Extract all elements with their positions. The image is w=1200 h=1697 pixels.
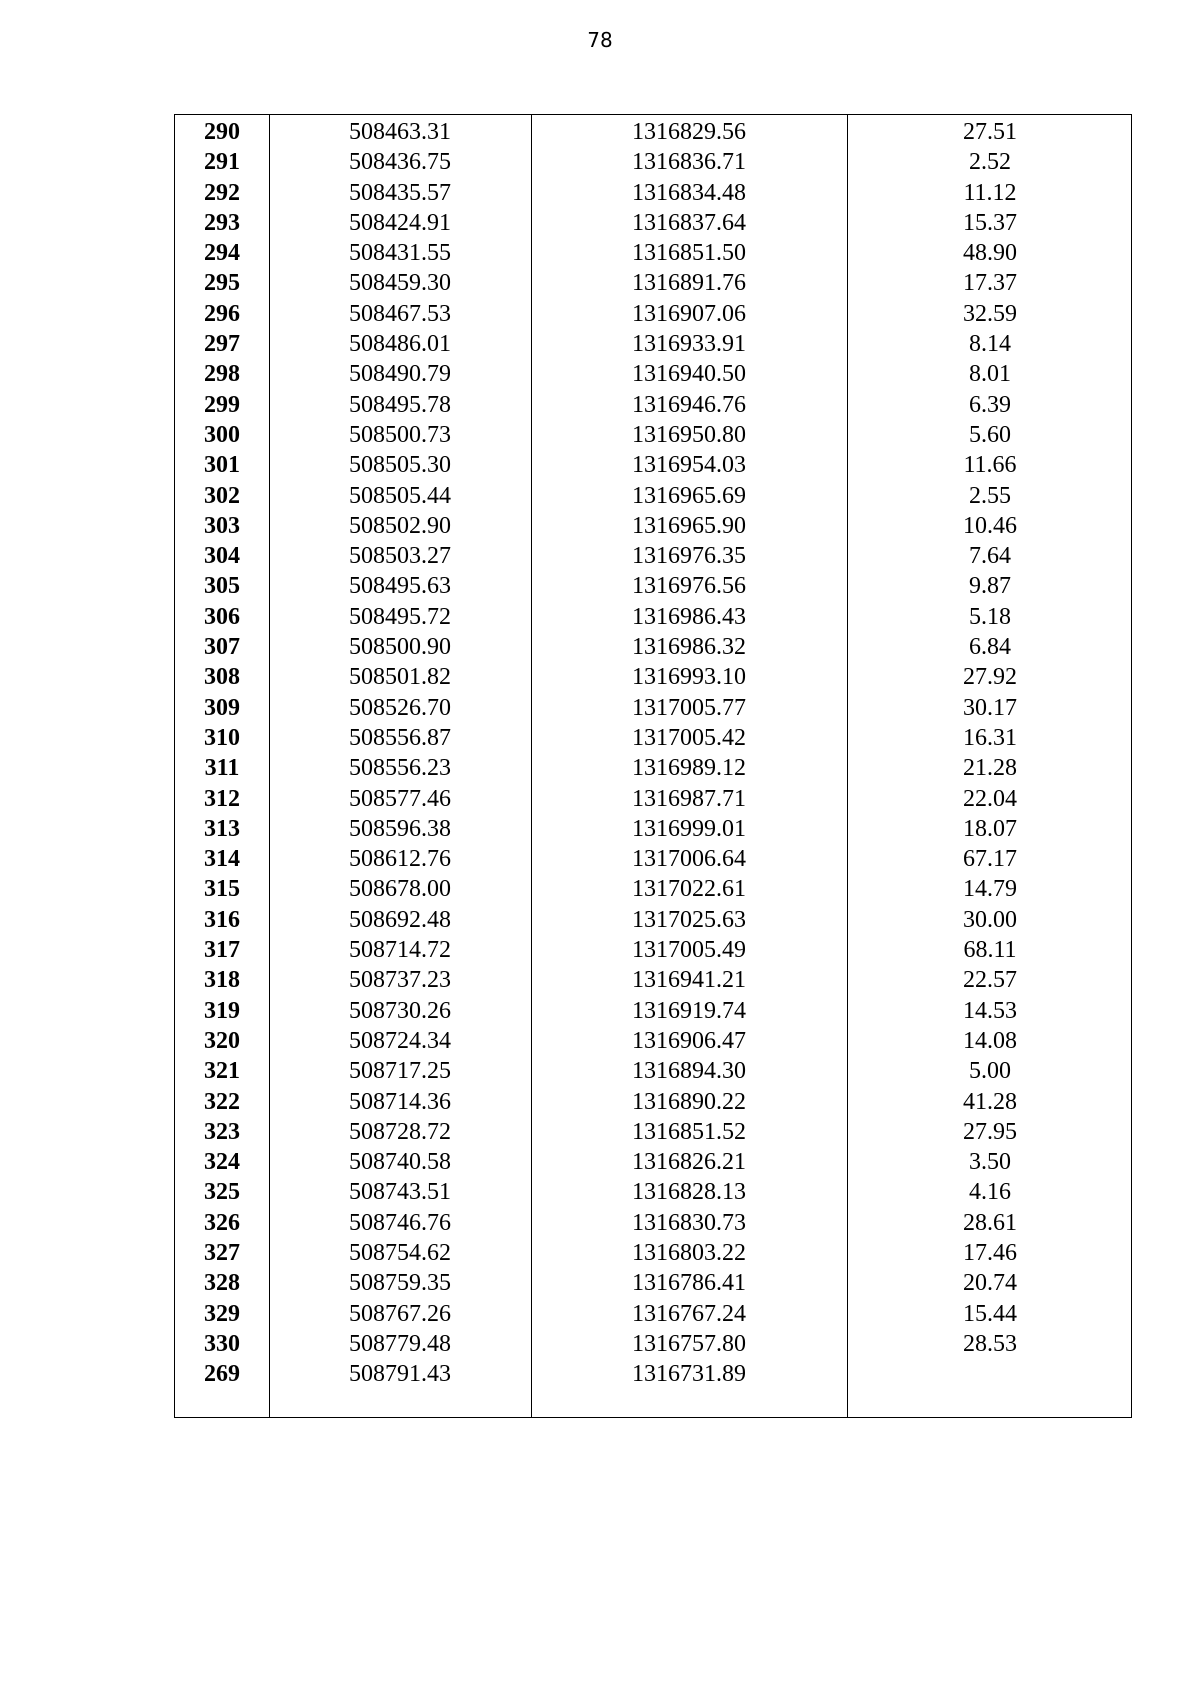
point-number-cell: 321 — [204, 1058, 240, 1085]
distance-cell: 20.74 — [963, 1270, 1017, 1297]
distance-cell: 32.59 — [963, 300, 1017, 327]
distance-cell: 17.37 — [963, 270, 1017, 297]
point-number-cell: 295 — [204, 270, 240, 297]
y-coordinate-cell: 1316976.56 — [632, 573, 746, 600]
table-row — [175, 541, 1131, 571]
x-coordinate-cell: 508791.43 — [349, 1361, 451, 1388]
point-number-cell: 307 — [204, 634, 240, 661]
point-number-cell: 311 — [204, 755, 240, 782]
point-number-cell: 305 — [204, 573, 240, 600]
point-number-cell: 318 — [204, 967, 240, 994]
distance-cell: 67.17 — [963, 846, 1017, 873]
x-coordinate-cell: 508495.78 — [349, 391, 451, 418]
point-number-cell: 315 — [204, 876, 240, 903]
distance-cell: 22.57 — [963, 967, 1017, 994]
x-coordinate-cell: 508500.90 — [349, 634, 451, 661]
table-row — [175, 329, 1131, 359]
x-coordinate-cell: 508501.82 — [349, 664, 451, 691]
y-coordinate-cell: 1317022.61 — [632, 876, 746, 903]
distance-cell: 8.01 — [969, 361, 1011, 388]
y-coordinate-cell: 1316989.12 — [632, 755, 746, 782]
distance-cell: 6.39 — [969, 391, 1011, 418]
y-coordinate-cell: 1316976.35 — [632, 543, 746, 570]
point-number-cell: 323 — [204, 1118, 240, 1145]
table-row — [175, 1056, 1131, 1086]
point-number-cell: 303 — [204, 512, 240, 539]
table-row — [175, 420, 1131, 450]
x-coordinate-cell: 508714.36 — [349, 1088, 451, 1115]
point-number-cell: 290 — [204, 119, 240, 145]
table-row — [175, 450, 1131, 480]
page-number: 78 — [587, 28, 613, 52]
x-coordinate-cell: 508431.55 — [349, 240, 451, 267]
x-coordinate-cell: 508678.00 — [349, 876, 451, 903]
x-coordinate-cell: 508526.70 — [349, 694, 451, 721]
point-number-cell: 319 — [204, 997, 240, 1024]
table-row — [175, 1299, 1131, 1329]
point-number-cell: 308 — [204, 664, 240, 691]
table-row — [175, 359, 1131, 389]
y-coordinate-cell: 1316767.24 — [632, 1300, 746, 1327]
table-row — [175, 996, 1131, 1026]
point-number-cell: 269 — [204, 1361, 240, 1388]
distance-cell: 2.55 — [969, 482, 1011, 509]
y-coordinate-cell: 1316894.30 — [632, 1058, 746, 1085]
x-coordinate-cell: 508692.48 — [349, 906, 451, 933]
distance-cell: 68.11 — [963, 937, 1017, 964]
x-coordinate-cell: 508486.01 — [349, 331, 451, 358]
y-coordinate-cell: 1316933.91 — [632, 331, 746, 358]
point-number-cell: 313 — [204, 815, 240, 842]
x-coordinate-cell: 508743.51 — [349, 1179, 451, 1206]
point-number-cell: 301 — [204, 452, 240, 479]
point-number-cell: 298 — [204, 361, 240, 388]
table-row — [175, 147, 1131, 177]
point-number-cell: 320 — [204, 1027, 240, 1054]
point-number-cell: 314 — [204, 846, 240, 873]
x-coordinate-cell: 508436.75 — [349, 149, 451, 176]
table-row — [175, 1177, 1131, 1207]
distance-cell: 17.46 — [963, 1239, 1017, 1266]
y-coordinate-cell: 1317005.49 — [632, 937, 746, 964]
y-coordinate-cell: 1316786.41 — [632, 1270, 746, 1297]
coordinates-table — [174, 114, 1132, 1418]
distance-cell: 5.18 — [969, 603, 1011, 630]
table-row — [175, 390, 1131, 420]
y-coordinate-cell: 1317005.77 — [632, 694, 746, 721]
table-row — [175, 1117, 1131, 1147]
distance-cell: 6.84 — [969, 634, 1011, 661]
point-number-cell: 316 — [204, 906, 240, 933]
point-number-cell: 329 — [204, 1300, 240, 1327]
distance-cell: 11.12 — [963, 179, 1017, 206]
x-coordinate-cell: 508503.27 — [349, 543, 451, 570]
point-number-cell: 297 — [204, 331, 240, 358]
distance-cell: 14.53 — [963, 997, 1017, 1024]
table-row — [175, 662, 1131, 692]
x-coordinate-cell: 508737.23 — [349, 967, 451, 994]
x-coordinate-cell: 508424.91 — [349, 209, 451, 236]
distance-cell: 27.51 — [963, 119, 1017, 145]
x-coordinate-cell: 508740.58 — [349, 1149, 451, 1176]
point-number-cell: 325 — [204, 1179, 240, 1206]
y-coordinate-cell: 1316940.50 — [632, 361, 746, 388]
x-coordinate-cell: 508596.38 — [349, 815, 451, 842]
distance-cell: 5.60 — [969, 421, 1011, 448]
x-coordinate-cell: 508746.76 — [349, 1209, 451, 1236]
x-coordinate-cell: 508728.72 — [349, 1118, 451, 1145]
point-number-cell: 312 — [204, 785, 240, 812]
x-coordinate-cell: 508556.87 — [349, 724, 451, 751]
distance-cell: 5.00 — [969, 1058, 1011, 1085]
y-coordinate-cell: 1316946.76 — [632, 391, 746, 418]
point-number-cell: 310 — [204, 724, 240, 751]
table-row — [175, 1238, 1131, 1268]
table-row — [175, 1087, 1131, 1117]
x-coordinate-cell: 508490.79 — [349, 361, 451, 388]
y-coordinate-cell: 1316837.64 — [632, 209, 746, 236]
distance-cell: 2.52 — [969, 149, 1011, 176]
distance-cell — [847, 1359, 1133, 1389]
point-number-cell: 327 — [204, 1239, 240, 1266]
point-number-cell: 306 — [204, 603, 240, 630]
x-coordinate-cell: 508730.26 — [349, 997, 451, 1024]
y-coordinate-cell: 1316987.71 — [632, 785, 746, 812]
y-coordinate-cell: 1316919.74 — [632, 997, 746, 1024]
y-coordinate-cell: 1316890.22 — [632, 1088, 746, 1115]
distance-cell: 21.28 — [963, 755, 1017, 782]
distance-cell: 10.46 — [963, 512, 1017, 539]
x-coordinate-cell: 508502.90 — [349, 512, 451, 539]
y-coordinate-cell: 1316834.48 — [632, 179, 746, 206]
distance-cell: 3.50 — [969, 1149, 1011, 1176]
y-coordinate-cell: 1316907.06 — [632, 300, 746, 327]
y-coordinate-cell: 1316829.56 — [632, 119, 746, 145]
distance-cell: 15.37 — [963, 209, 1017, 236]
distance-cell: 22.04 — [963, 785, 1017, 812]
y-coordinate-cell: 1316941.21 — [632, 967, 746, 994]
table-body — [175, 117, 1131, 1389]
x-coordinate-cell: 508500.73 — [349, 421, 451, 448]
table-row — [175, 208, 1131, 238]
distance-cell: 28.53 — [963, 1330, 1017, 1357]
y-coordinate-cell: 1316851.50 — [632, 240, 746, 267]
y-coordinate-cell: 1316836.71 — [632, 149, 746, 176]
x-coordinate-cell: 508463.31 — [349, 119, 451, 145]
y-coordinate-cell: 1316906.47 — [632, 1027, 746, 1054]
y-coordinate-cell: 1316954.03 — [632, 452, 746, 479]
y-coordinate-cell: 1316986.43 — [632, 603, 746, 630]
table-row — [175, 571, 1131, 601]
y-coordinate-cell: 1317006.64 — [632, 846, 746, 873]
y-coordinate-cell: 1316993.10 — [632, 664, 746, 691]
point-number-cell: 326 — [204, 1209, 240, 1236]
y-coordinate-cell: 1316965.90 — [632, 512, 746, 539]
point-number-cell: 300 — [204, 421, 240, 448]
table-row — [175, 1147, 1131, 1177]
distance-cell: 15.44 — [963, 1300, 1017, 1327]
point-number-cell: 317 — [204, 937, 240, 964]
table-row — [175, 844, 1131, 874]
x-coordinate-cell: 508767.26 — [349, 1300, 451, 1327]
table-row — [175, 1329, 1131, 1359]
table-row — [175, 268, 1131, 298]
distance-cell: 18.07 — [963, 815, 1017, 842]
point-number-cell: 309 — [204, 694, 240, 721]
x-coordinate-cell: 508577.46 — [349, 785, 451, 812]
x-coordinate-cell: 508714.72 — [349, 937, 451, 964]
point-number-cell: 324 — [204, 1149, 240, 1176]
table-row — [175, 1208, 1131, 1238]
table-row — [175, 299, 1131, 329]
distance-cell: 30.00 — [963, 906, 1017, 933]
point-number-cell: 292 — [204, 179, 240, 206]
y-coordinate-cell: 1317005.42 — [632, 724, 746, 751]
table-row — [175, 935, 1131, 965]
distance-cell: 9.87 — [969, 573, 1011, 600]
table-row — [175, 723, 1131, 753]
distance-cell: 4.16 — [969, 1179, 1011, 1206]
table-row — [175, 1268, 1131, 1298]
distance-cell: 27.95 — [963, 1118, 1017, 1145]
table-row — [175, 481, 1131, 511]
y-coordinate-cell: 1316950.80 — [632, 421, 746, 448]
point-number-cell: 302 — [204, 482, 240, 509]
distance-cell: 41.28 — [963, 1088, 1017, 1115]
table-row — [175, 117, 1131, 147]
distance-cell: 28.61 — [963, 1209, 1017, 1236]
point-number-cell: 304 — [204, 543, 240, 570]
table-row — [175, 905, 1131, 935]
x-coordinate-cell: 508505.30 — [349, 452, 451, 479]
distance-cell: 7.64 — [969, 543, 1011, 570]
y-coordinate-cell: 1316891.76 — [632, 270, 746, 297]
table-row — [175, 511, 1131, 541]
table-row — [175, 602, 1131, 632]
table-row — [175, 238, 1131, 268]
x-coordinate-cell: 508505.44 — [349, 482, 451, 509]
distance-cell: 48.90 — [963, 240, 1017, 267]
y-coordinate-cell: 1316986.32 — [632, 634, 746, 661]
y-coordinate-cell: 1316757.80 — [632, 1330, 746, 1357]
table-row — [175, 1026, 1131, 1056]
y-coordinate-cell: 1316965.69 — [632, 482, 746, 509]
x-coordinate-cell: 508435.57 — [349, 179, 451, 206]
y-coordinate-cell: 1316826.21 — [632, 1149, 746, 1176]
point-number-cell: 291 — [204, 149, 240, 176]
x-coordinate-cell: 508717.25 — [349, 1058, 451, 1085]
x-coordinate-cell: 508779.48 — [349, 1330, 451, 1357]
y-coordinate-cell: 1316999.01 — [632, 815, 746, 842]
y-coordinate-cell: 1316851.52 — [632, 1118, 746, 1145]
table-row — [175, 814, 1131, 844]
table-row — [175, 632, 1131, 662]
point-number-cell: 328 — [204, 1270, 240, 1297]
point-number-cell: 296 — [204, 300, 240, 327]
table-row — [175, 874, 1131, 904]
table-row — [175, 753, 1131, 783]
x-coordinate-cell: 508495.63 — [349, 573, 451, 600]
table-row — [175, 178, 1131, 208]
table-row — [175, 1359, 1131, 1389]
point-number-cell: 322 — [204, 1088, 240, 1115]
x-coordinate-cell: 508467.53 — [349, 300, 451, 327]
distance-cell: 11.66 — [963, 452, 1017, 479]
x-coordinate-cell: 508459.30 — [349, 270, 451, 297]
distance-cell: 14.79 — [963, 876, 1017, 903]
x-coordinate-cell: 508754.62 — [349, 1239, 451, 1266]
x-coordinate-cell: 508724.34 — [349, 1027, 451, 1054]
distance-cell: 30.17 — [963, 694, 1017, 721]
y-coordinate-cell: 1316828.13 — [632, 1179, 746, 1206]
point-number-cell: 294 — [204, 240, 240, 267]
distance-cell: 16.31 — [963, 724, 1017, 751]
distance-cell: 8.14 — [969, 331, 1011, 358]
distance-cell: 27.92 — [963, 664, 1017, 691]
table-row — [175, 784, 1131, 814]
x-coordinate-cell: 508759.35 — [349, 1270, 451, 1297]
table-row — [175, 693, 1131, 723]
y-coordinate-cell: 1316830.73 — [632, 1209, 746, 1236]
y-coordinate-cell: 1317025.63 — [632, 906, 746, 933]
distance-cell: 14.08 — [963, 1027, 1017, 1054]
y-coordinate-cell: 1316731.89 — [632, 1361, 746, 1388]
point-number-cell: 330 — [204, 1330, 240, 1357]
y-coordinate-cell: 1316803.22 — [632, 1239, 746, 1266]
x-coordinate-cell: 508495.72 — [349, 603, 451, 630]
point-number-cell: 299 — [204, 391, 240, 418]
x-coordinate-cell: 508612.76 — [349, 846, 451, 873]
x-coordinate-cell: 508556.23 — [349, 755, 451, 782]
point-number-cell: 293 — [204, 209, 240, 236]
table-row — [175, 965, 1131, 995]
